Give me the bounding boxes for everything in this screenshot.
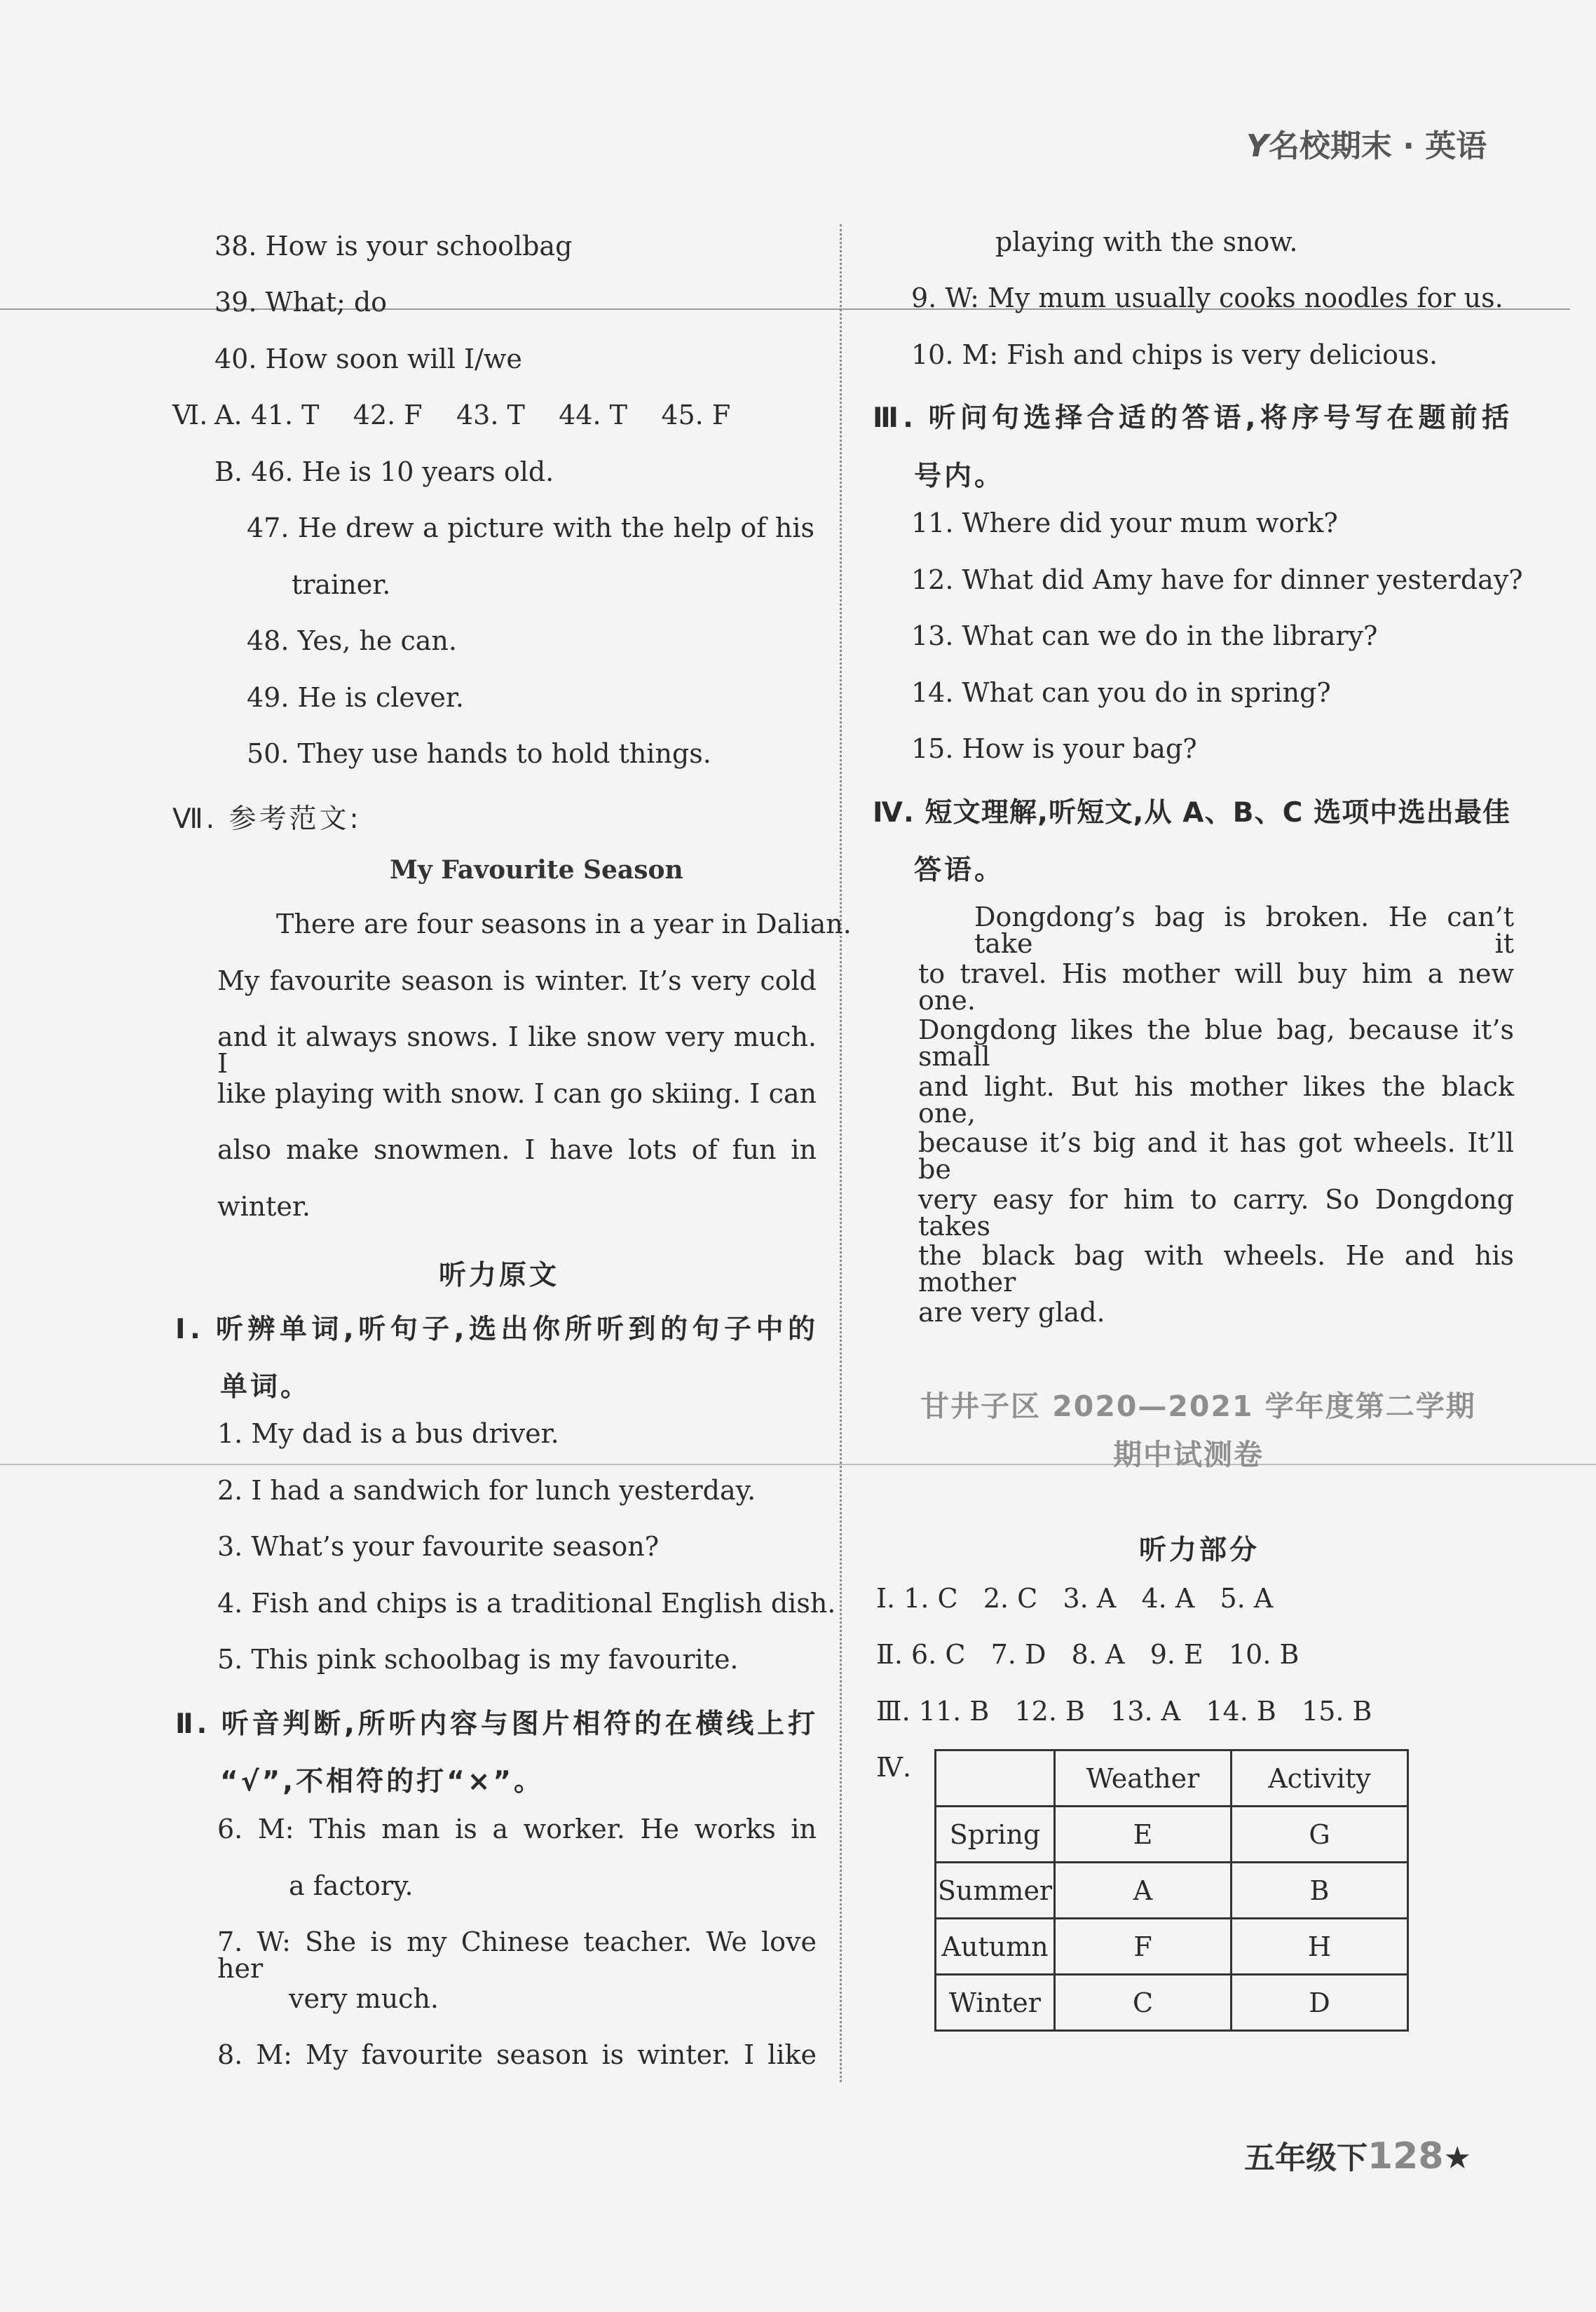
sec6-b48: 48. Yes, he can. bbox=[247, 625, 457, 656]
sec6-b47a: 47. He drew a picture with the help of his bbox=[247, 512, 814, 543]
table-cell-season: Autumn bbox=[936, 1919, 1055, 1975]
answers-section-1: Ⅰ. 1. C 2. C 3. A 4. A 5. A bbox=[876, 1583, 1274, 1614]
listening-title: 听力原文 bbox=[439, 1260, 560, 1291]
table-header-corner bbox=[936, 1750, 1055, 1807]
sec6-a-answers: A. 41. T 42. F 43. T 44. T 45. F bbox=[214, 400, 731, 430]
part-title: 听力部分 bbox=[1139, 1535, 1260, 1566]
l4-passage-1: Dongdong’s bag is broken. He can’t take it bbox=[974, 902, 1514, 959]
table-header-row bbox=[936, 1750, 1408, 1807]
l1-item-3: 3. What’s your favourite season? bbox=[217, 1531, 660, 1562]
l4-passage-8: are very glad. bbox=[918, 1297, 1105, 1328]
sec6-label: Ⅵ. bbox=[172, 400, 208, 430]
l3-heading-1: Ⅲ. 听问句选择合适的答语,将序号写在题前括 bbox=[873, 402, 1510, 434]
star-icon: ★ bbox=[1443, 2140, 1471, 2176]
l2-item-8b: playing with the snow. bbox=[995, 226, 1298, 257]
sec6-b49: 49. He is clever. bbox=[247, 682, 464, 713]
table-cell-season: Spring bbox=[936, 1807, 1055, 1863]
l4-passage-6: very easy for him to carry. So Dongdong takes bbox=[918, 1184, 1514, 1242]
table-cell-season: Summer bbox=[936, 1863, 1055, 1919]
table-header-weather: Weather bbox=[1055, 1750, 1232, 1807]
l2-item-6a: 6. M: This man is a worker. He works in bbox=[217, 1814, 817, 1844]
l1-item-4: 4. Fish and chips is a traditional English dish. bbox=[217, 1588, 836, 1619]
sec6-b47b: trainer. bbox=[292, 569, 391, 600]
column-divider bbox=[840, 224, 842, 2082]
logo-mark: Y bbox=[1246, 128, 1269, 164]
header-title: 名校期末 · 英语 bbox=[1268, 128, 1487, 164]
exam-title-line2: 期中试测卷 bbox=[1113, 1438, 1264, 1471]
sec7-label: Ⅶ. 参考范文: bbox=[172, 803, 362, 835]
l1-item-2: 2. I had a sandwich for lunch yesterday. bbox=[217, 1475, 756, 1506]
sec6-b46: B. 46. He is 10 years old. bbox=[214, 456, 554, 487]
l4-passage-3: Dongdong likes the blue bag, because it’s small bbox=[918, 1014, 1514, 1072]
table-row bbox=[936, 1919, 1408, 1975]
l2-item-8a: 8. M: My favourite season is winter. I like bbox=[217, 2039, 817, 2070]
l3-item-12: 12. What did Amy have for dinner yesterday? bbox=[911, 564, 1523, 595]
essay-line-4: like playing with snow. I can go skiing. I can bbox=[217, 1078, 817, 1109]
answers-section-3: Ⅲ. 11. B 12. B 13. A 14. B 15. B bbox=[876, 1696, 1372, 1727]
l1-heading-2: 单词。 bbox=[220, 1371, 311, 1403]
l4-heading-2: 答语。 bbox=[914, 855, 1005, 886]
header-logo bbox=[1246, 121, 1487, 165]
l2-heading-2: “√”,不相符的打“×”。 bbox=[220, 1766, 545, 1797]
exam-title-line1: 甘井子区 2020—2021 学年度第二学期 bbox=[920, 1389, 1476, 1423]
table-cell-activity: D bbox=[1232, 1975, 1408, 2031]
l1-heading-1: Ⅰ. 听辨单词,听句子,选出你所听到的句子中的 bbox=[175, 1314, 817, 1345]
answer-40: 40. How soon will I/we bbox=[214, 344, 522, 374]
l1-item-5: 5. This pink schoolbag is my favourite. bbox=[217, 1644, 739, 1675]
page-number: 128 bbox=[1367, 2135, 1444, 2177]
l4-passage-7: the black bag with wheels. He and his mother bbox=[918, 1240, 1514, 1298]
l2-item-7a: 7. W: She is my Chinese teacher. We love her bbox=[217, 1926, 817, 1984]
l2-item-10: 10. M: Fish and chips is very delicious. bbox=[911, 339, 1438, 370]
table-cell-season: Winter bbox=[936, 1975, 1055, 2031]
table-cell-weather: A bbox=[1055, 1863, 1232, 1919]
weather-activity-table bbox=[934, 1749, 1409, 2032]
essay-line-6: winter. bbox=[217, 1191, 311, 1222]
table-row bbox=[936, 1807, 1408, 1863]
table-cell-activity: G bbox=[1232, 1807, 1408, 1863]
sec6-b50: 50. They use hands to hold things. bbox=[247, 738, 711, 769]
l3-heading-2: 号内。 bbox=[914, 461, 1005, 492]
l2-item-6b: a factory. bbox=[289, 1870, 414, 1901]
table-row bbox=[936, 1975, 1408, 2031]
essay-line-3: and it always snows. I like snow very much. I bbox=[217, 1021, 817, 1079]
table-header-activity: Activity bbox=[1232, 1750, 1408, 1807]
answer-39: 39. What; do bbox=[214, 287, 388, 318]
table-cell-weather: E bbox=[1055, 1807, 1232, 1863]
essay-title: My Favourite Season bbox=[390, 855, 683, 885]
l3-item-13: 13. What can we do in the library? bbox=[911, 620, 1378, 651]
answers-section-2: Ⅱ. 6. C 7. D 8. A 9. E 10. B bbox=[876, 1639, 1300, 1670]
answer-38: 38. How is your schoolbag bbox=[214, 231, 573, 261]
l3-item-11: 11. Where did your mum work? bbox=[911, 508, 1338, 538]
table-row bbox=[936, 1863, 1408, 1919]
l3-item-14: 14. What can you do in spring? bbox=[911, 677, 1331, 708]
fold-line-bottom bbox=[0, 1464, 1596, 1465]
table-cell-activity: B bbox=[1232, 1863, 1408, 1919]
l1-item-1: 1. My dad is a bus driver. bbox=[217, 1418, 559, 1449]
l2-heading-1: Ⅱ. 听音判断,所听内容与图片相符的在横线上打 bbox=[175, 1708, 817, 1740]
l4-passage-2: to travel. His mother will buy him a new one. bbox=[918, 958, 1514, 1016]
l2-item-7b: very much. bbox=[289, 1983, 439, 2014]
essay-line-1: There are four seasons in a year in Dalian. bbox=[276, 909, 852, 939]
table-cell-weather: F bbox=[1055, 1919, 1232, 1975]
answers-section-4-label: Ⅳ. bbox=[876, 1752, 912, 1783]
page-footer bbox=[1244, 2133, 1471, 2177]
table-cell-activity: H bbox=[1232, 1919, 1408, 1975]
l4-heading-1: Ⅳ. 短文理解,听短文,从 A、B、C 选项中选出最佳 bbox=[873, 797, 1510, 829]
footer-grade: 五年级下 bbox=[1244, 2140, 1367, 2176]
l4-passage-5: because it’s big and it has got wheels. It’ll be bbox=[918, 1127, 1514, 1185]
l4-passage-4: and light. But his mother likes the black one, bbox=[918, 1071, 1514, 1129]
essay-line-2: My favourite season is winter. It’s very cold bbox=[217, 965, 817, 996]
essay-line-5: also make snowmen. I have lots of fun in bbox=[217, 1134, 817, 1165]
table-cell-weather: C bbox=[1055, 1975, 1232, 2031]
l2-item-9: 9. W: My mum usually cooks noodles for us. bbox=[911, 283, 1503, 313]
l3-item-15: 15. How is your bag? bbox=[911, 733, 1197, 764]
